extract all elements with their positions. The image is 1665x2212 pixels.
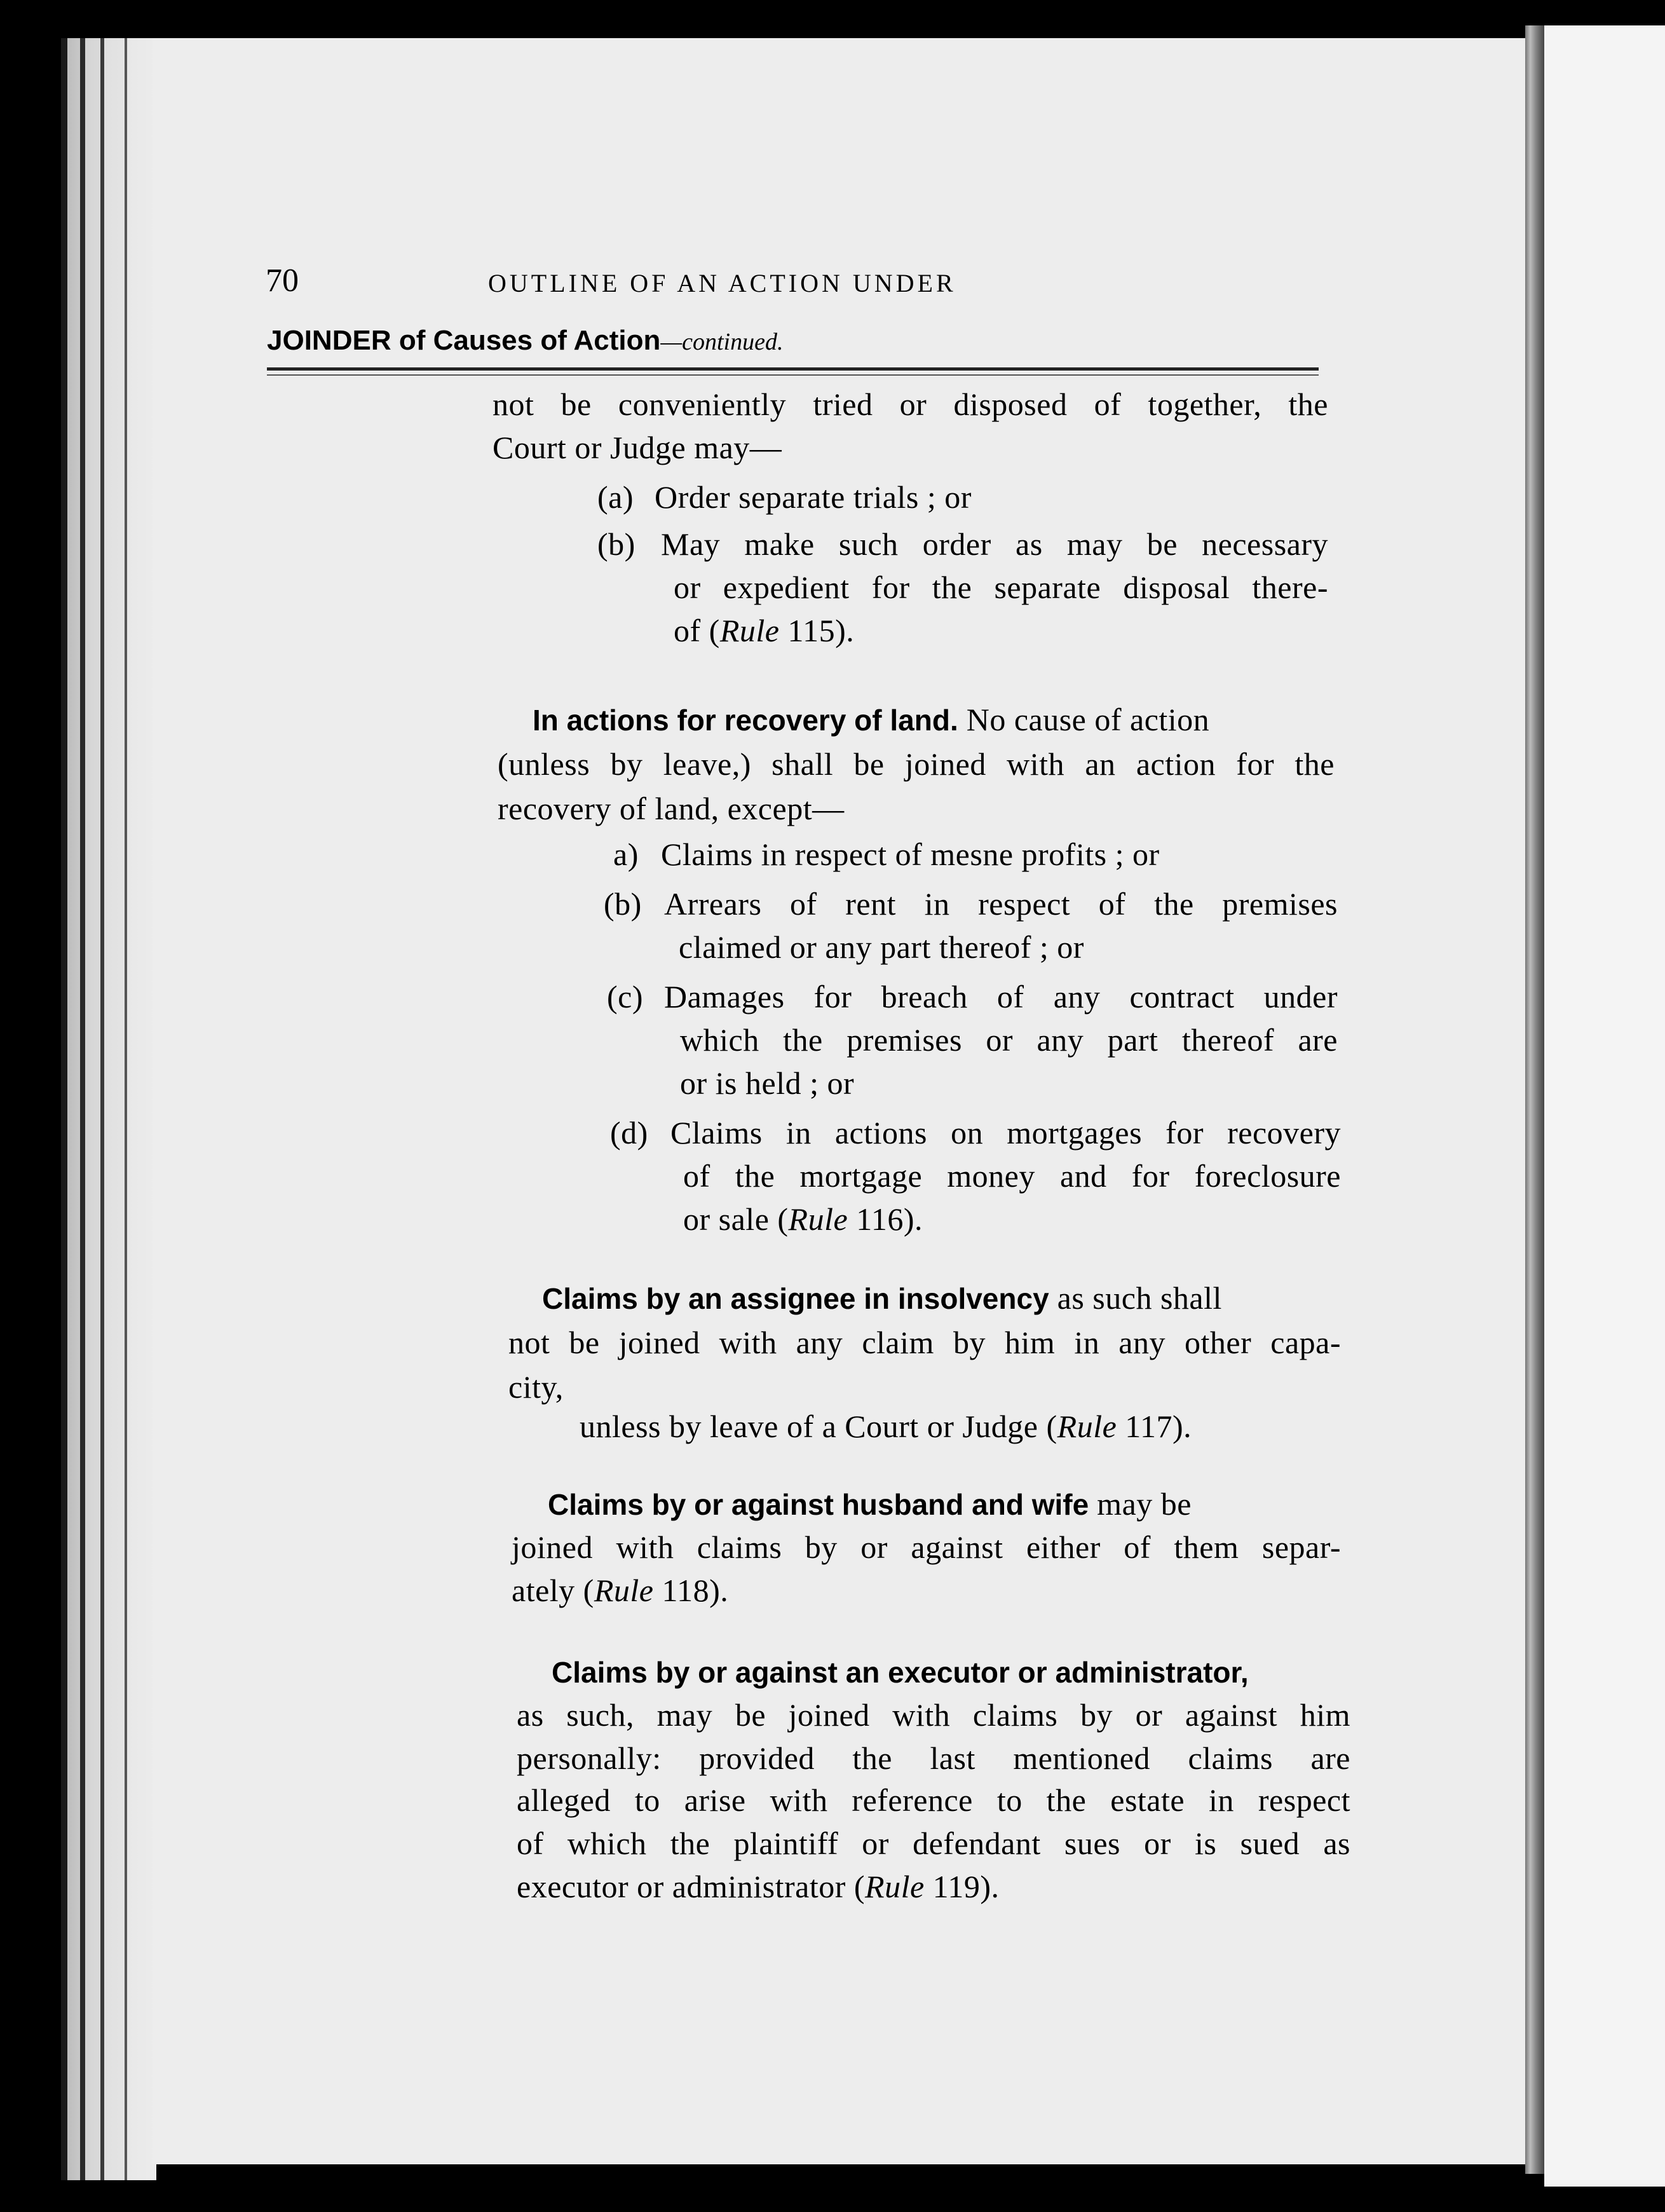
section-heading [267, 320, 783, 362]
list-item-label: (a) [597, 479, 634, 515]
list-item-label: (b) [604, 886, 642, 922]
list-item-line: or expedient for the separate disposal there- [674, 570, 1328, 605]
list-item-line: which the premises or any part thereof are [680, 1022, 1338, 1058]
text-fragment: 117). [1117, 1409, 1192, 1444]
text-fragment: ately ( [512, 1573, 594, 1608]
list-item-line: of the mortgage money and for foreclosure [683, 1158, 1341, 1194]
running-head: OUTLINE OF AN ACTION UNDER [488, 269, 956, 297]
list-item-label: (d) [610, 1115, 648, 1150]
rule-word: Rule [594, 1573, 654, 1608]
paragraph-line: Court or Judge may— [493, 430, 782, 465]
list-item-line: Claims in actions on mortgages for recovery [670, 1115, 1341, 1150]
heading-rule-thin [267, 374, 1319, 376]
paragraph-line: as such, may be joined with claims by or against him [517, 1697, 1350, 1733]
paragraph-line [548, 1484, 1192, 1525]
rule-word: Rule [865, 1869, 925, 1904]
list-item-label: a) [613, 836, 639, 872]
paragraph-line [542, 1278, 1222, 1319]
text-fragment: may be [1089, 1486, 1192, 1522]
rule-word: Rule [1057, 1409, 1117, 1444]
paragraph-line: of which the plaintiff or defendant sues or is sued as [517, 1826, 1350, 1861]
list-item-line: Damages for breach of any contract under [664, 979, 1338, 1014]
list-item-line: Claims in respect of mesne profits ; or [661, 836, 1160, 872]
paragraph-line [552, 1651, 1249, 1693]
list-item-line [683, 1199, 923, 1239]
paragraph-line: joined with claims by or against either of them separ- [512, 1529, 1341, 1565]
text-fragment: 116). [848, 1201, 923, 1237]
page-number: 70 [266, 263, 299, 299]
paragraph-heading: Claims by or against husband and wife [548, 1488, 1089, 1521]
text-fragment: unless by leave of a Court or Judge ( [580, 1409, 1057, 1444]
paragraph-line: personally: provided the last mentioned claims are [517, 1740, 1350, 1776]
paragraph-line [512, 1570, 728, 1611]
paragraph-line: recovery of land, except— [498, 791, 845, 826]
list-item-label: (b) [597, 526, 635, 562]
rule-word: Rule [788, 1201, 848, 1237]
list-item-line: or is held ; or [680, 1065, 855, 1101]
paragraph-heading: In actions for recovery of land. [533, 704, 958, 737]
list-item-line: Order separate trials ; or [655, 479, 972, 515]
paragraph-heading: Claims by or against an executor or administrator, [552, 1656, 1249, 1689]
paragraph-line: (unless by leave,) shall be joined with an action for the [498, 746, 1335, 782]
list-item-line: May make such order as may be necessary [661, 526, 1328, 562]
paragraph-line: not be joined with any claim by him in any other capa- [508, 1325, 1341, 1360]
text-fragment: as such shall [1049, 1280, 1222, 1316]
text-fragment: executor or administrator ( [517, 1869, 866, 1904]
heading-rule [267, 367, 1319, 371]
section-heading-continued: —continued. [660, 329, 784, 355]
paragraph-line [517, 1866, 999, 1907]
list-item-line: Arrears of rent in respect of the premises [664, 886, 1338, 922]
text-fragment: 118). [653, 1573, 729, 1608]
paragraph-line: city, [508, 1369, 564, 1405]
list-item-line: claimed or any part thereof ; or [679, 929, 1084, 965]
text-fragment: or sale ( [683, 1201, 789, 1237]
text-fragment: of ( [674, 613, 720, 648]
text-fragment: 115). [779, 613, 855, 648]
list-item-line [674, 610, 854, 651]
paragraph-line: not be conveniently tried or disposed of together, the [493, 386, 1328, 422]
text-fragment: No cause of action [958, 702, 1210, 737]
paragraph-line: alleged to arise with reference to the estate in respect [517, 1782, 1350, 1818]
paragraph-heading: Claims by an assignee in insolvency [542, 1282, 1049, 1315]
paragraph-line [533, 699, 1209, 741]
list-item-label: (c) [607, 979, 643, 1014]
rule-word: Rule [719, 613, 780, 648]
paragraph-line [580, 1406, 1192, 1447]
text-fragment: 119). [924, 1869, 1000, 1904]
section-heading-title: JOINDER of Causes of Action [267, 325, 661, 356]
